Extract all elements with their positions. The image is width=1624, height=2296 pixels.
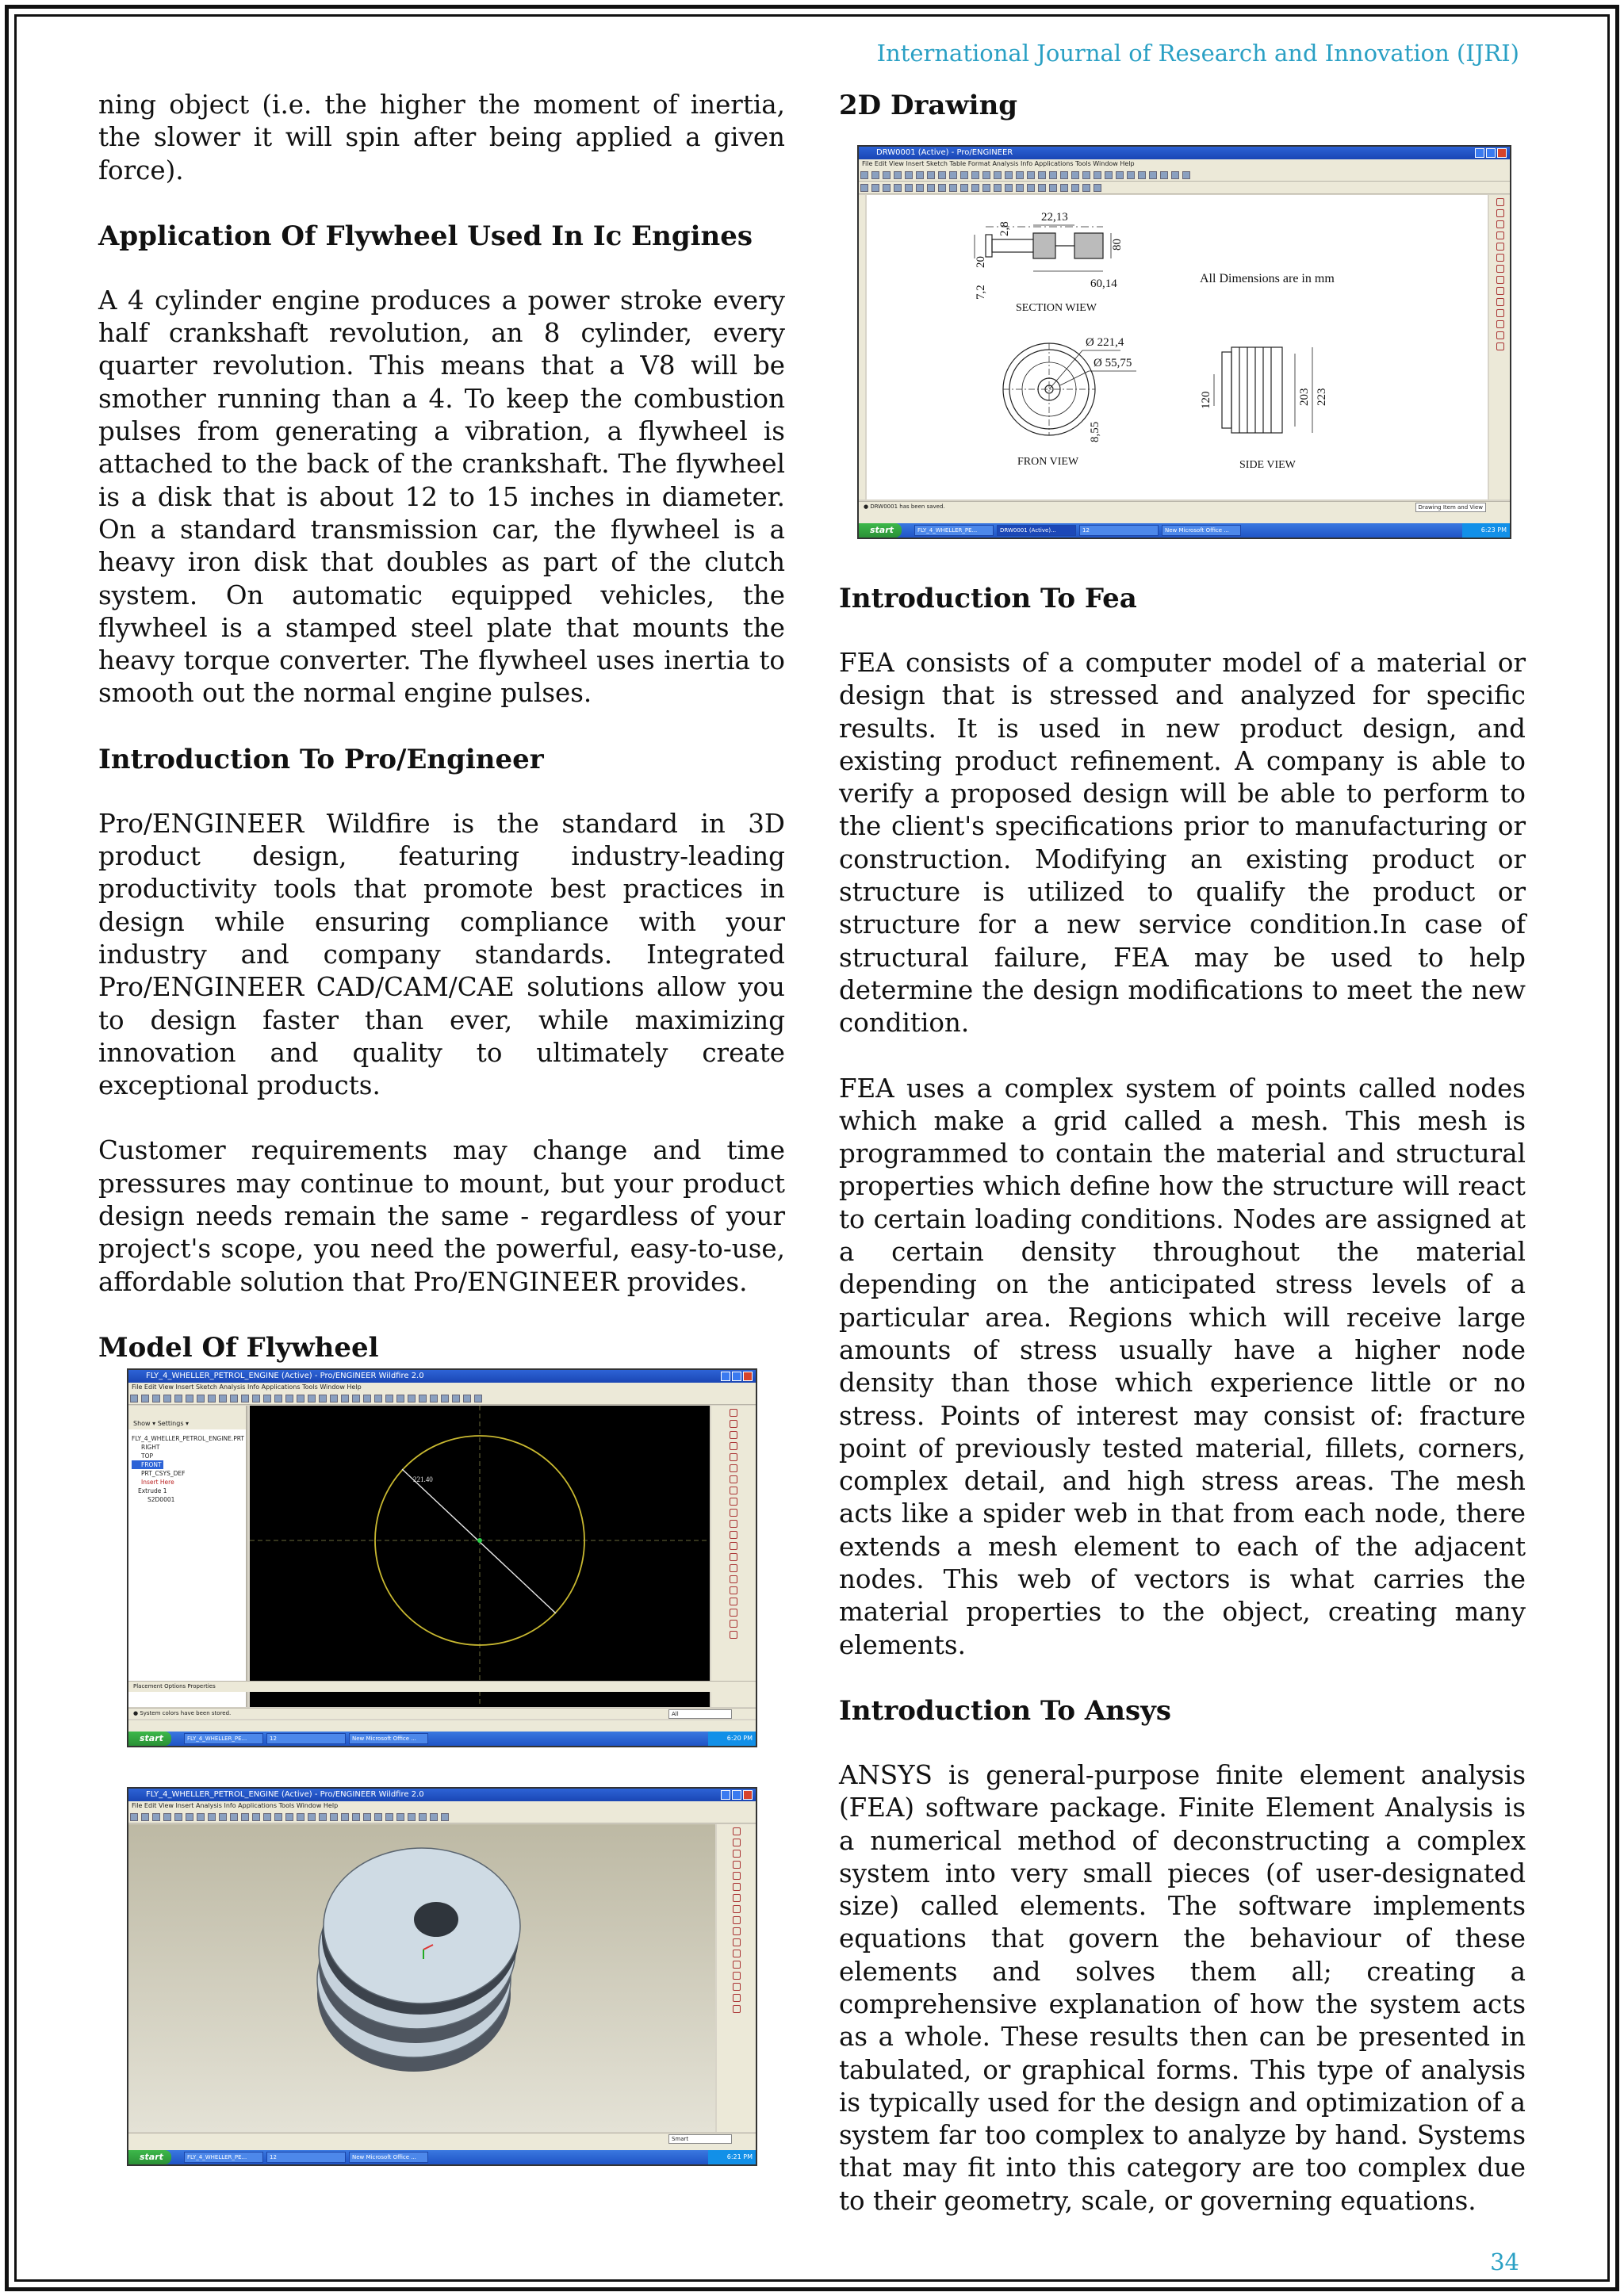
section-rim-left [1033, 233, 1055, 258]
maximize-icon[interactable] [732, 1790, 741, 1800]
toolbar-second[interactable] [859, 182, 1510, 194]
task-item[interactable]: DRW0001 (Active)... [997, 525, 1076, 536]
toolbar-top[interactable] [859, 169, 1510, 182]
journal-title: International Journal of Research and Innovation (IJRI) [876, 40, 1519, 67]
status-message: ● System colors have been stored. [133, 1710, 232, 1716]
task-item[interactable]: 12 [266, 2152, 346, 2163]
front-view-label: FRON VIEW [1017, 456, 1079, 468]
window-title: FLY_4_WHELLER_PETROL_ENGINE (Active) - Pro/ENGINEER Wildfire 2.0 [146, 1372, 424, 1380]
section-view [975, 225, 1111, 271]
paragraph-ansys: ANSYS is general-purpose finite element analysis (FEA) software package. Finite Element Analysis is a numerical method of deconstructing a complex system into very small pieces (of user-designated size) called elements. The software implements equations that govern the behaviour of these elements and solves them all; creating a comprehensive explanation of how the system acts as a whole. These results then can be presented in tabulated, or graphical forms. This type of analysis is typically used for the design and optimization of a system far too complex to analyze by hand. Systems that may fit into this category are too complex due to their geometry, scale, or governing equations. [839, 1759, 1526, 2216]
taskbar [128, 2150, 756, 2164]
dim-dia-221-4: Ø 221,4 [1086, 336, 1124, 349]
heading-fea: Introduction To Fea [839, 583, 1137, 614]
clock: 6:23 PM [1462, 523, 1510, 538]
tree-item[interactable]: Insert Here [141, 1479, 174, 1486]
right-toolbar[interactable] [711, 1406, 756, 1707]
drawing-svg [867, 195, 1488, 499]
heading-model-of-flywheel: Model Of Flywheel [98, 1331, 379, 1364]
dim-120: 120 [1200, 391, 1212, 409]
task-item[interactable]: 12 [266, 1733, 346, 1744]
tree-item[interactable]: RIGHT [141, 1444, 160, 1451]
dimensions-note: All Dimensions are in mm [1200, 272, 1335, 285]
model-svg [128, 1824, 715, 2132]
page-number: 34 [1490, 2248, 1519, 2275]
section-rim-right [1074, 233, 1103, 258]
close-icon[interactable] [743, 1372, 753, 1381]
maximize-icon[interactable] [732, 1372, 741, 1381]
dim-20: 20 [975, 256, 987, 268]
sketch-center-point [477, 1538, 482, 1543]
status-bar [128, 1708, 756, 1719]
menu-bar[interactable]: File Edit View Insert Sketch Analysis Info Applications Tools Window Help [128, 1383, 756, 1392]
dim-203: 203 [1298, 388, 1311, 406]
paragraph-pro-engineer-2: Customer requirements may change and time pressures may continue to mount, but your product design needs remain the same - regardless of your project's scope, you need the powerful, easy-to-use, affordable solution that Pro/ENGINEER provides. [98, 1135, 785, 1297]
dim-22-13: 22,13 [1041, 211, 1068, 224]
figure-2d-drawing [857, 145, 1511, 539]
tree-item-selected[interactable]: FRONT [132, 1460, 163, 1469]
filter-select[interactable]: Drawing Item and View [1415, 503, 1487, 512]
figure-flywheel-3d-model [127, 1787, 757, 2166]
right-toolbar[interactable] [1489, 195, 1511, 499]
side-view-label: SIDE VIEW [1239, 459, 1296, 471]
status-bar [859, 501, 1510, 512]
heading-2d-drawing: 2D Drawing [839, 90, 1018, 121]
status-bar [128, 2133, 756, 2144]
toolbar-top[interactable] [128, 1392, 756, 1405]
tree-item[interactable]: Extrude 1 [138, 1487, 167, 1494]
taskbar [859, 523, 1510, 538]
window-title: FLY_4_WHELLER_PETROL_ENGINE (Active) - Pro/ENGINEER Wildfire 2.0 [146, 1790, 424, 1799]
left-rail [859, 195, 865, 499]
heading-application: Application Of Flywheel Used In Ic Engines [98, 220, 753, 252]
heading-ansys: Introduction To Ansys [839, 1694, 1172, 1727]
section-hub [986, 235, 992, 257]
heading-pro-engineer: Introduction To Pro/Engineer [98, 743, 544, 775]
dim-80: 80 [1111, 239, 1124, 251]
front-leader-2 [1060, 371, 1089, 385]
dashboard-tabs[interactable]: Placement Options Properties [128, 1681, 756, 1692]
task-item[interactable]: New Microsoft Office ... [349, 2152, 428, 2163]
task-item[interactable]: FLY_4_WHELLER_PE... [184, 1733, 263, 1744]
paragraph-pro-engineer-1: Pro/ENGINEER Wildfire is the standard in 3D product design, featuring industry-leading productivity tools that promote best practices in design while ensuring compliance with your industry and company standards. Integrated Pro/ENGINEER CAD/CAM/CAE solutions allow you to design faster than ever, while maximizing innovation and quality to ultimately create exceptional products. [98, 808, 785, 1101]
sketch-canvas[interactable] [250, 1406, 710, 1707]
task-item[interactable]: New Microsoft Office ... [349, 1733, 428, 1744]
taskbar [128, 1732, 756, 1746]
paragraph-application: A 4 cylinder engine produces a power stroke every half crankshaft revolution, an 8 cylinder, every quarter revolution. This means that a V8 will be smother running than a 4. To keep the combustion pulses from generating a vibration, a flywheel is attached to the back of the crankshaft. The flywheel is a disk that is about 12 to 15 inches in diameter. On a standard transmission car, the flywheel is a heavy iron disk that doubles as part of the clutch system. On automatic equipped vehicles, the flywheel is a stamped steel plate that mounts the heavy torque converter. The flywheel uses inertia to smooth out the normal engine pulses. [98, 285, 785, 709]
sketch-dimension: 221.40 [413, 1475, 433, 1483]
window-title: DRW0001 (Active) - Pro/ENGINEER [876, 148, 1013, 157]
model-tree-panel [128, 1406, 247, 1707]
window-titlebar [128, 1370, 756, 1383]
tree-item[interactable]: FLY_4_WHELLER_PETROL_ENGINE.PRT [132, 1435, 244, 1442]
dim-dia-55-75: Ø 55,75 [1094, 357, 1132, 369]
close-icon[interactable] [743, 1790, 753, 1800]
filter-select[interactable]: All [668, 1709, 732, 1719]
tree-item[interactable]: S2D0001 [147, 1496, 175, 1503]
flywheel-bore [414, 1902, 458, 1937]
paragraph-fea-1: FEA consists of a computer model of a material or design that is stressed and analyzed for specific results. It is used in new product design, and existing product refinement. A company is able to verify a proposed design will be able to perform to the client's specifications prior to manufacturing or construction. Modifying an existing product or structure is utilized to qualify the product or structure for a new service condition.In case of structural failure, FEA may be used to help determine the design modifications to meet the new condition. [839, 648, 1526, 1039]
sketch-svg [250, 1406, 710, 1707]
task-item[interactable]: New Microsoft Office ... [1162, 525, 1241, 536]
status-message: ● DRW0001 has been saved. [864, 503, 945, 510]
minimize-icon[interactable] [1475, 148, 1484, 158]
minimize-icon[interactable] [721, 1790, 730, 1800]
paragraph-fea-2: FEA uses a complex system of points called nodes which make a grid called a mesh. This mesh is programmed to contain the material and structural properties which define how the structure will react to certain loading conditions. Nodes are assigned at a certain density throughout the material depending on the anticipated stress levels of a particular area. Regions which will receive large amounts of stress usually have a higher node density than those which experience little or no stress. Points of interest may consist of: fracture point of previously tested material, fillets, corners, complex detail, and high stress areas. The mesh acts like a spider web in that from each node, there extends a mesh element to each of the adjacent nodes. This web of vectors is what carries the material properties to the object, creating many elements. [839, 1073, 1526, 1660]
dim-2-8: 2,8 [998, 221, 1011, 236]
section-view-label: SECTION WIEW [1016, 302, 1097, 314]
start-button[interactable]: start [128, 1732, 171, 1746]
tree-item[interactable]: TOP [141, 1452, 154, 1460]
dim-223: 223 [1316, 388, 1328, 406]
tree-item[interactable]: PRT_CSYS_DEF [141, 1470, 186, 1477]
model-tree [128, 1429, 246, 1504]
model-canvas[interactable] [128, 1824, 715, 2132]
paragraph-moment-of-inertia: ning object (i.e. the higher the moment of inertia, the slower it will spin after being applied a given force). [98, 90, 785, 186]
task-item[interactable]: 12 [1079, 525, 1159, 536]
dim-60-14: 60,14 [1090, 277, 1117, 290]
left-column [98, 89, 785, 1396]
right-toolbar[interactable] [717, 1824, 756, 2132]
start-button[interactable]: start [128, 2150, 171, 2164]
maximize-icon[interactable] [1486, 148, 1496, 158]
filter-select[interactable]: Smart [668, 2134, 732, 2144]
drawing-canvas[interactable] [867, 195, 1488, 499]
dim-7-2: 7,2 [975, 285, 987, 300]
window-titlebar [128, 1789, 756, 1801]
clock: 6:21 PM [708, 2150, 756, 2164]
start-button[interactable]: start [859, 523, 902, 538]
clock: 6:20 PM [708, 1732, 756, 1746]
window-titlebar [859, 147, 1510, 159]
side-hub [1222, 352, 1231, 428]
toolbar-top[interactable] [128, 1811, 756, 1823]
figure-flywheel-sketch [127, 1368, 757, 1747]
task-item[interactable]: FLY_4_WHELLER_PE... [184, 2152, 263, 2163]
menu-bar[interactable]: File Edit View Insert Analysis Info Applications Tools Window Help [128, 1801, 756, 1811]
dim-8-55: 8,55 [1089, 421, 1101, 442]
minimize-icon[interactable] [721, 1372, 730, 1381]
menu-bar[interactable]: File Edit View Insert Sketch Table Format Analysis Info Applications Tools Window Help [859, 159, 1510, 169]
close-icon[interactable] [1497, 148, 1507, 158]
front-leader-1 [1049, 350, 1082, 389]
task-item[interactable]: FLY_4_WHELLER_PE... [914, 525, 994, 536]
tree-controls[interactable]: Show ▾ Settings ▾ [128, 1406, 246, 1429]
